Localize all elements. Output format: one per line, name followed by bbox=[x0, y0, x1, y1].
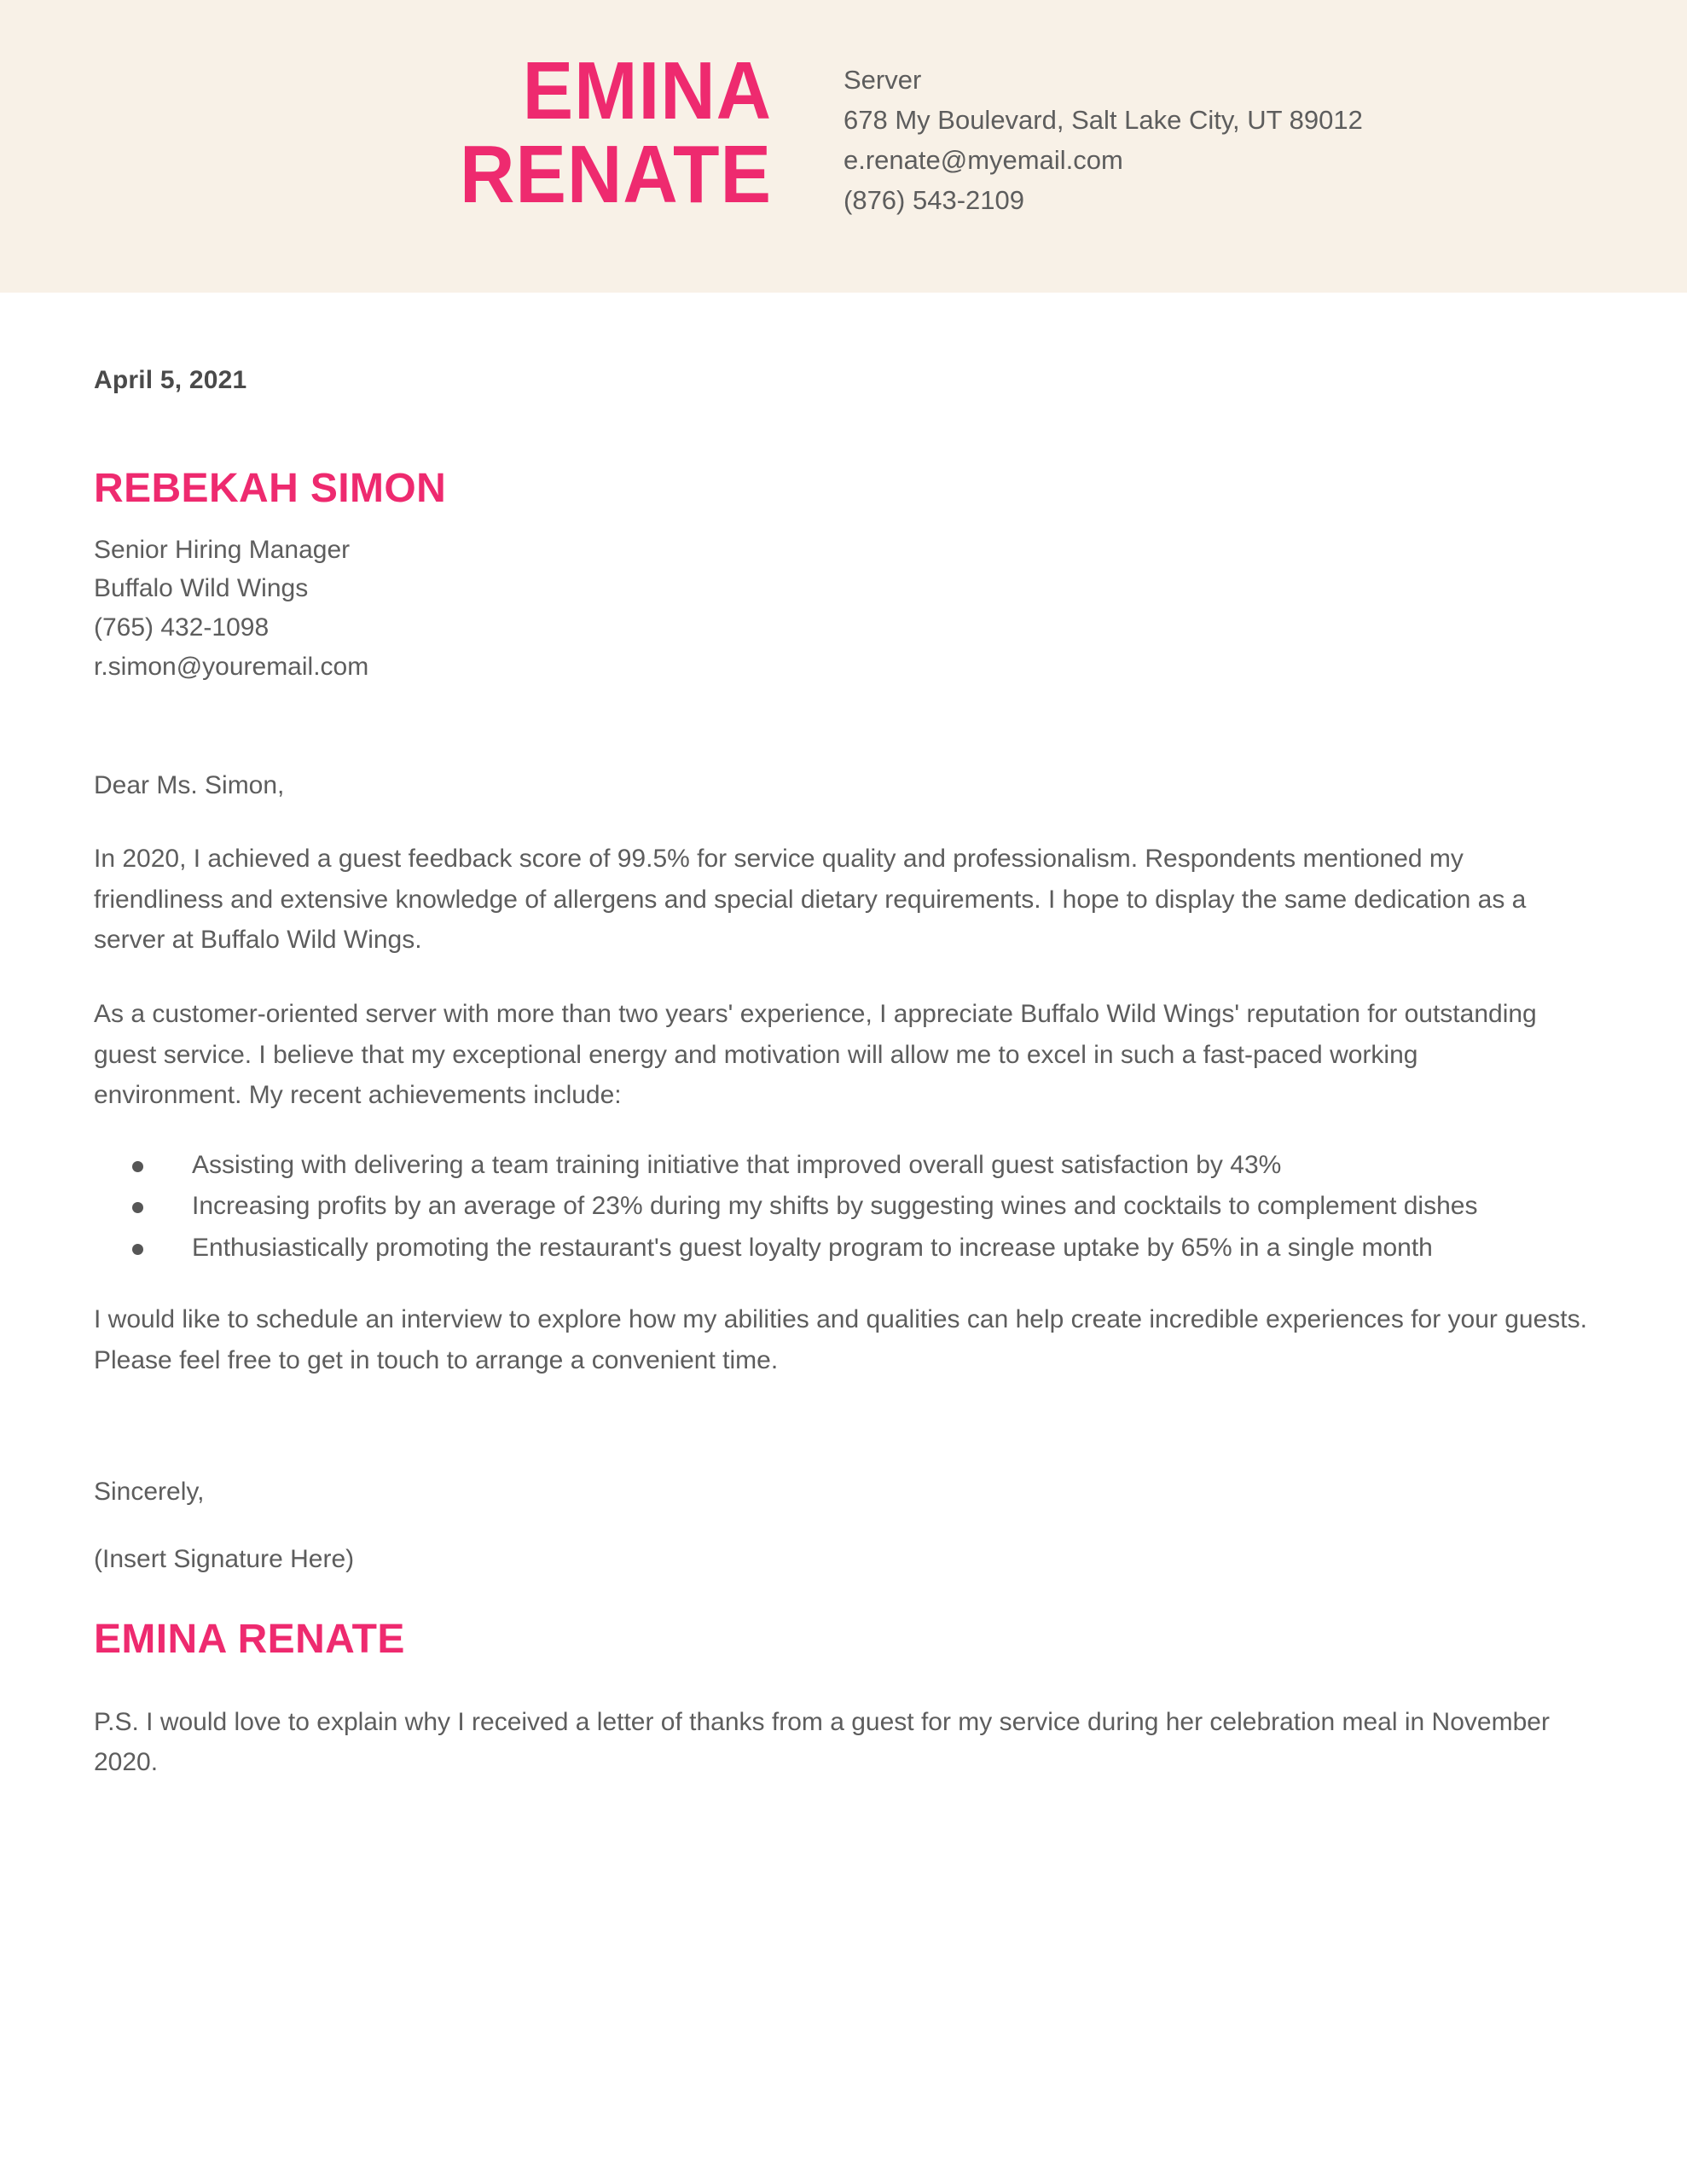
applicant-job-title: Server bbox=[844, 65, 922, 95]
bullet-icon bbox=[132, 1244, 143, 1255]
header-inner bbox=[0, 0, 1687, 220]
list-item bbox=[94, 1186, 1593, 1228]
salutation: Dear Ms. Simon, bbox=[94, 771, 285, 800]
signature-placeholder: (Insert Signature Here) bbox=[94, 1545, 355, 1574]
recipient-title: Senior Hiring Manager bbox=[94, 535, 351, 564]
recipient-email[interactable]: r.simon@youremail.com bbox=[94, 652, 369, 681]
applicant-contact-block bbox=[772, 49, 1687, 220]
bullet-icon bbox=[132, 1202, 143, 1213]
sign-off: Sincerely, bbox=[94, 1478, 205, 1507]
bullet-icon bbox=[132, 1161, 143, 1172]
letter-body bbox=[0, 366, 1687, 1783]
list-item bbox=[94, 1145, 1593, 1187]
postscript: P.S. I would love to explain why I received a letter of thanks from a guest for my service during her celebration meal in November 2020. bbox=[94, 1707, 1550, 1777]
applicant-address: 678 My Boulevard, Salt Lake City, UT 89012 bbox=[844, 105, 1363, 136]
recipient-name: REBEKAH SIMON bbox=[94, 466, 447, 511]
applicant-name-block bbox=[0, 45, 772, 220]
body-paragraph-1: In 2020, I achieved a guest feedback score of 99.5% for service quality and professionalism. Respondents mentioned my friendliness and extensive knowledge of allergens and special dietary requirements. I hope to display the same dedication as a server at Buffalo Wild Wings. bbox=[94, 845, 1527, 954]
applicant-email[interactable]: e.renate@myemail.com bbox=[844, 145, 1123, 176]
recipient-company: Buffalo Wild Wings bbox=[94, 574, 309, 603]
letter-date: April 5, 2021 bbox=[94, 366, 247, 394]
applicant-last-name: RENATE bbox=[459, 128, 772, 220]
achievements-list bbox=[94, 1145, 1593, 1269]
letter-header bbox=[0, 0, 1687, 293]
applicant-phone[interactable]: (876) 543-2109 bbox=[844, 185, 1024, 216]
achievement-text: Increasing profits by an average of 23% during my shifts by suggesting wines and cocktails to complement dishes bbox=[192, 1192, 1478, 1221]
achievement-text: Assisting with delivering a team training initiative that improved overall guest satisfaction by 43% bbox=[192, 1150, 1282, 1179]
applicant-first-name: EMINA bbox=[522, 45, 772, 136]
signature-name: EMINA RENATE bbox=[94, 1617, 405, 1663]
body-paragraph-closing: I would like to schedule an interview to explore how my abilities and qualities can help create incredible experiences for your guests. Please feel free to get in touch to arrange a convenient time. bbox=[94, 1305, 1587, 1374]
recipient-phone[interactable]: (765) 432-1098 bbox=[94, 613, 270, 642]
achievement-text: Enthusiastically promoting the restaurant's guest loyalty program to increase uptake by 65% in a single month bbox=[192, 1233, 1433, 1262]
recipient-details bbox=[94, 531, 1593, 686]
list-item bbox=[94, 1228, 1593, 1269]
body-paragraph-2: As a customer-oriented server with more than two years' experience, I appreciate Buffalo Wild Wings' reputation for outstanding guest service. I believe that my exceptional energy and motivation will allow me to excel in such a fast-paced working environment. My recent achievements include: bbox=[94, 1000, 1537, 1110]
